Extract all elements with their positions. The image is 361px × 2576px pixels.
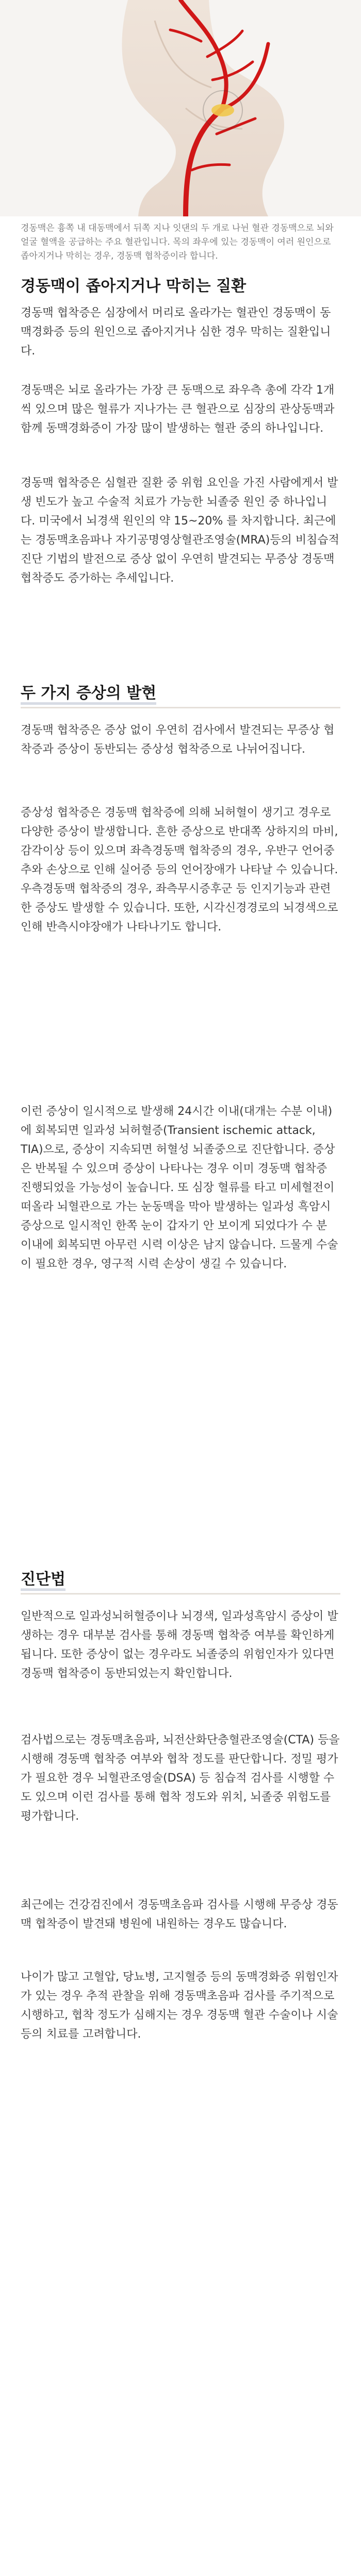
section3-paragraph-1: 일반적으로 일과성뇌허혈증이나 뇌경색, 일과성흑암시 증상이 발생하는 경우 대부분 검사를 통해 경동맥 협착증 여부를 확인하게 됩니다. 또한 증상이 없는 경우라도 뇌졸중의 위험인자가 있다면 경동맥 협착증이 동반되었는지 확인합니다. — [21, 1610, 338, 1680]
section2-paragraph-1: 경동맥 협착증은 증상 없이 우연히 검사에서 발견되는 무증상 협착증과 증상이 동반되는 증상성 협착증으로 나뉘어집니다. — [21, 724, 335, 756]
section3-paragraph-4: 나이가 많고 고혈압, 당뇨병, 고지혈증 등의 동맥경화증 위험인자가 있는 경우 추적 관찰을 위해 경동맥초음파 검사를 주기적으로 시행하고, 협착 정도가 심해지는 경우 경동맥 혈관 수술이나 시술 등의 치료를 고려합니다. — [21, 1971, 338, 2041]
section2-paragraph-3: 이런 증상이 일시적으로 발생해 24시간 이내(대개는 수분 이내)에 회복되면 일과성 뇌허혈증(Transient ischemic attack, TIA)으로, 증상이 지속되면 허혈성 뇌졸중으로 진단합니다. 증상은 반복될 수 있으며 증상이 나타나는 경우 이미 경동맥 협착증 진행되었을 가능성이 높습니다. 또 심장 혈류를 타고 미세혈전이 떠올라 뇌혈관으로 가는 눈동맥을 막아 발생하는 일과성 흑암시 증상으로 일시적인 한쪽 눈이 갑자기 안 보이게 되었다가 수 분 이내에 회복되면 아무런 시력 이상은 남지 않습니다. 드물게 수술이 필요한 경우, 영구적 시력 손상이 생길 수 있습니다. — [21, 1105, 338, 1270]
section-title-symptoms: 두 가지 증상의 발현 — [21, 680, 340, 708]
section1-paragraph-1: 경동맥 협착증은 심장에서 머리로 올라가는 혈관인 경동맥이 동맥경화증 등의 원인으로 좁아지거나 심한 경우 막히는 질환입니다. — [21, 307, 331, 358]
section3-paragraph-3: 최근에는 건강검진에서 경동맥초음파 검사를 시행해 무증상 경동맥 협착증이 발견돼 병원에 내원하는 경우도 많습니다. — [21, 1899, 338, 1930]
hero-illustration — [0, 0, 361, 216]
section2-paragraph-2: 증상성 협착증은 경동맥 협착증에 의해 뇌허혈이 생기고 경우로 다양한 증상이 발생합니다. 흔한 증상으로 반대쪽 상하지의 마비, 감각이상 등이 있으며 좌측경동맥 협착증의 경우, 우반구 언어중추와 손상으로 인해 실어증 등의 언어장애가 나타날 수 있습니다. 우측경동맥 협착증의 경우, 좌측무시증후군 등 인지기능과 관련한 증상도 발생할 수 있습니다. 또한, 시각신경경로의 뇌경색으로 인해 반측시야장애가 나타나기도 합니다. — [21, 806, 338, 934]
hero-caption: 경동맥은 흉쪽 내 대동맥에서 뒤쪽 지나 잇댄의 두 개로 나뉜 혈관 경동맥으로 뇌와 얼굴 혈액을 공급하는 주요 혈관입니다. 목의 좌우에 있는 경동맥이 여러 원인으로 좁아지거나 막히는 경우, 경동맥 협착증이라 합니다. — [21, 223, 334, 262]
carotid-artery-illustration — [0, 0, 361, 216]
section1-paragraph-3: 경동맥 협착증은 심혈관 질환 중 위험 요인을 가진 사람에게서 발생 빈도가 높고 수술적 치료가 가능한 뇌졸중 원인 중 하나입니다. 미국에서 뇌경색 원인의 약 15~20% 를 차지합니다. 최근에는 경동맥초음파나 자기공명영상혈관조영술(MRA)등의 비침습적 진단 기법의 발전으로 증상 없이 우연히 발견되는 무증상 경동맥 협착증도 증가하는 추세입니다. — [21, 477, 339, 585]
section-title-carotid-narrowing: 경동맥이 좁아지거나 막히는 질환 — [21, 277, 247, 295]
section-title-diagnosis: 진단법 — [21, 1566, 340, 1595]
section3-paragraph-2: 검사법으로는 경동맥초음파, 뇌전산화단층혈관조영술(CTA) 등을 시행해 경동맥 협착증 여부와 협착 정도를 판단합니다. 정밀 평가가 필요한 경우 뇌혈관조영술(DSA) 등 침습적 검사를 시행할 수도 있으며 이런 검사를 통해 협착 정도와 위치, 뇌졸중 위험도를 평가합니다. — [21, 1734, 340, 1823]
section1-paragraph-2: 경동맥은 뇌로 올라가는 가장 큰 동맥으로 좌우측 총에 각각 1개씩 있으며 많은 혈류가 지나가는 큰 혈관으로 심장의 관상동맥과 함께 동맥경화증이 가장 많이 발생하는 혈관 중의 하나입니다. — [21, 384, 335, 435]
